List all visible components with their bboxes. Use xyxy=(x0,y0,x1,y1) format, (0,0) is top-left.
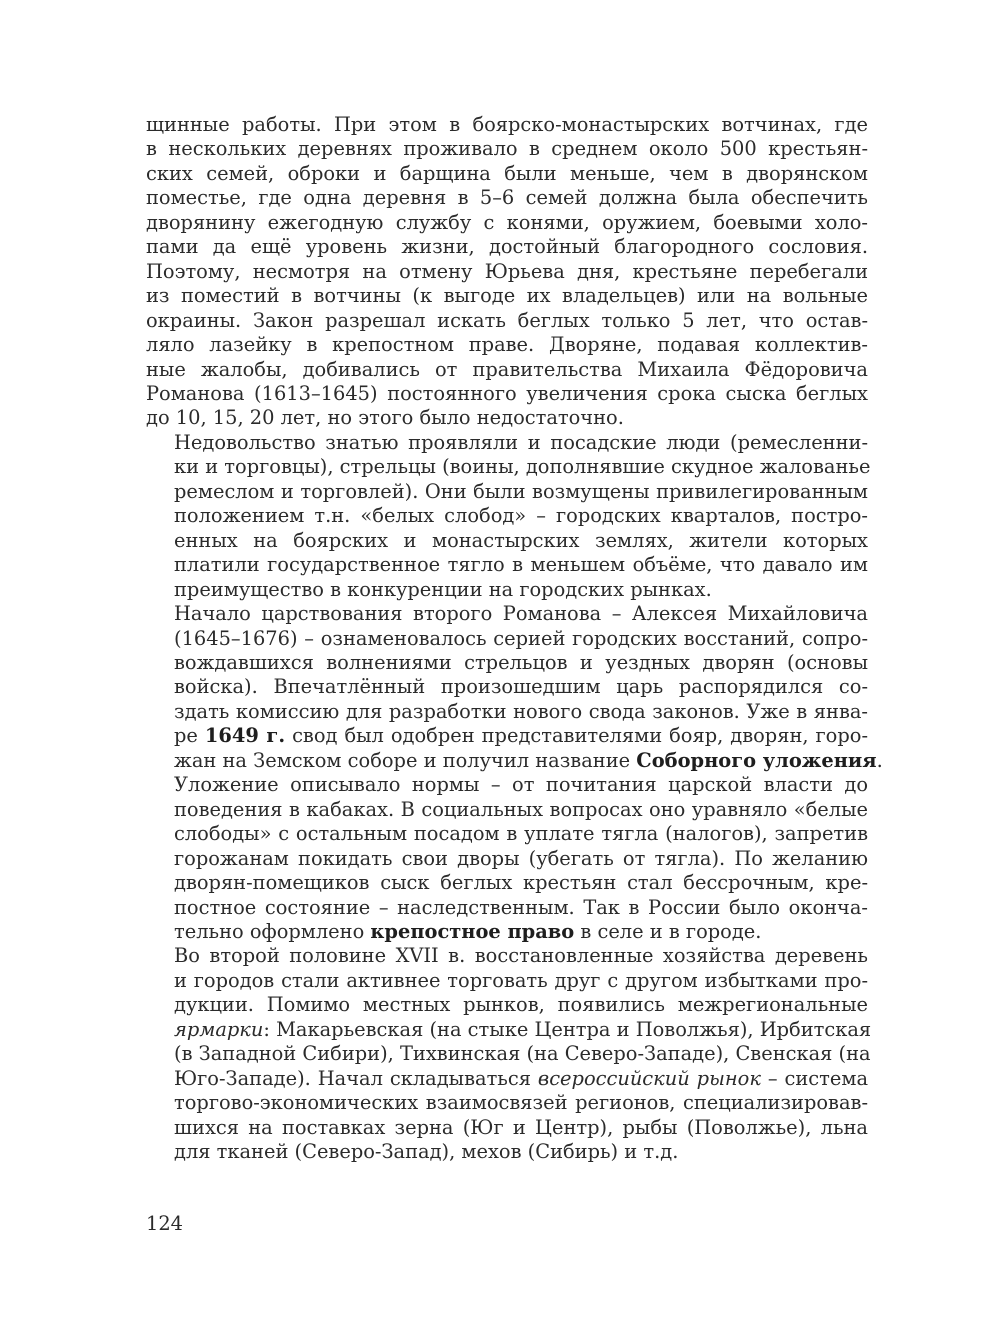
text-line xyxy=(146,920,868,944)
text-run: ремеслом и торговлей). Они были возмущены привилегированным xyxy=(174,479,868,503)
text-line xyxy=(146,724,868,748)
text-line xyxy=(146,993,868,1017)
text-run: вождавшихся волнениями стрельцов и уездных дворян (основы xyxy=(174,650,868,674)
text-run: ре xyxy=(174,724,205,748)
text-line xyxy=(146,1042,871,1066)
paragraph xyxy=(146,602,883,944)
text-line xyxy=(146,1140,868,1164)
italic-term: всероссийский рынок xyxy=(537,1066,761,1090)
text-line xyxy=(146,748,883,773)
paragraph xyxy=(146,944,872,1164)
text-run: шихся на поставках зерна (Юг и Центр), рыбы (Поволжье), льна xyxy=(174,1115,868,1139)
italic-term: ярмарки xyxy=(174,1017,264,1041)
text-line xyxy=(146,284,868,308)
text-run: из поместий в вотчины (к выгоде их владельцев) или на вольные xyxy=(146,284,868,308)
paragraph xyxy=(146,113,868,431)
text-run: Юго-Западе). Начал складываться xyxy=(174,1066,538,1090)
text-run: ки и торговцы), стрельцы (воины, дополнявшие скудное жалованье xyxy=(174,455,871,479)
text-line xyxy=(146,1091,868,1115)
text-line xyxy=(146,186,868,210)
text-run: положением т.н. «белых слобод» – городских кварталов, постро- xyxy=(174,504,868,528)
text-line xyxy=(146,137,868,161)
text-line xyxy=(146,1067,868,1091)
text-run: поведения в кабаках. В социальных вопросах оно уравняло «белые xyxy=(174,797,868,821)
text-line xyxy=(146,113,868,137)
text-line xyxy=(146,211,868,235)
text-line xyxy=(146,969,868,993)
text-run: дукции. Помимо местных рынков, появились межрегиональные xyxy=(174,993,868,1017)
text-line xyxy=(146,260,868,284)
text-line xyxy=(146,651,868,675)
text-line xyxy=(146,358,868,382)
text-line xyxy=(146,602,868,626)
text-run: енных на боярских и монастырских землях, жители которых xyxy=(174,528,868,552)
bold-term: крепостное право xyxy=(370,919,575,943)
text-run: ских семей, оброки и барщина были меньше, чем в дворянском xyxy=(146,161,868,185)
text-run: в селе и в городе. xyxy=(574,919,762,943)
text-run: и городов стали активнее торговать друг с другом избытками про- xyxy=(174,968,868,992)
text-run: (в Западной Сибири), Тихвинская (на Северо-Западе), Свенская (на xyxy=(174,1042,871,1066)
text-line xyxy=(146,455,871,479)
text-run: Начало царствования второго Романова – Алексея Михайловича xyxy=(174,602,868,626)
text-line xyxy=(146,431,868,455)
text-run: поместье, где одна деревня в 5–6 семей должна была обеспечить xyxy=(146,186,868,210)
text-run: горожанам покидать свои дворы (убегать от тягла). По желанию xyxy=(174,846,868,870)
text-line xyxy=(146,627,868,651)
text-line xyxy=(146,675,868,699)
text-line xyxy=(146,1017,872,1042)
text-line xyxy=(146,847,868,871)
text-run: : Макарьевская (на стыке Центра и Поволжья), Ирбитская xyxy=(263,1017,872,1041)
text-run: торгово-экономических взаимосвязей регионов, специализировав- xyxy=(174,1091,868,1115)
text-run: Романова (1613–1645) постоянного увеличения срока сыска беглых xyxy=(146,381,868,405)
text-line xyxy=(146,553,868,577)
text-run: жан на Земском соборе и получил название xyxy=(174,748,637,772)
text-run: ляло лазейку в крепостном праве. Дворяне, подавая коллектив- xyxy=(146,333,868,357)
text-run: окраины. Закон разрешал искать беглых только 5 лет, что остав- xyxy=(146,308,868,332)
text-line xyxy=(146,382,868,406)
text-run: ные жалобы, добивались от правительства Михаила Фёдоровича xyxy=(146,357,868,381)
text-run: пами да ещё уровень жизни, достойный благородного сословия. xyxy=(146,235,868,259)
text-line xyxy=(146,333,868,357)
text-line xyxy=(146,944,868,968)
text-run: Уложение описывало нормы – от почитания царской власти до xyxy=(174,773,868,797)
text-line xyxy=(146,309,868,333)
bold-term: 1649 г. xyxy=(204,724,286,748)
page-number: 124 xyxy=(146,1212,184,1235)
text-run: Недовольство знатью проявляли и посадские люди (ремесленни- xyxy=(174,430,868,454)
text-run: Поэтому, несмотря на отмену Юрьева дня, крестьяне перебегали xyxy=(146,259,868,283)
text-run: здать комиссию для разработки нового свода законов. Уже в янва- xyxy=(174,699,868,723)
text-line xyxy=(146,406,868,430)
text-line xyxy=(146,235,868,259)
text-line xyxy=(146,1116,868,1140)
text-run: щинные работы. При этом в боярско-монастырских вотчинах, где xyxy=(146,113,868,136)
paragraph xyxy=(146,430,871,602)
text-run: платили государственное тягло в меньшем объёме, что давало им xyxy=(174,553,868,577)
text-line xyxy=(146,773,868,797)
bold-term: Соборного уложения xyxy=(636,748,877,772)
body-text xyxy=(146,113,883,1164)
text-run: для тканей (Северо-Запад), мехов (Сибирь) и т.д. xyxy=(174,1140,679,1164)
text-line xyxy=(146,162,868,186)
text-line xyxy=(146,871,868,895)
text-run: Во второй половине XVII в. восстановленные хозяйства деревень xyxy=(174,944,868,968)
text-run: (1645–1676) – ознаменовалось серией городских восстаний, сопро- xyxy=(174,626,868,650)
text-run: постное состояние – наследственным. Так в России было оконча- xyxy=(174,895,868,919)
text-run: дворян-помещиков сыск беглых крестьян стал бессрочным, кре- xyxy=(174,871,868,895)
text-run: . xyxy=(876,748,883,772)
text-line xyxy=(146,529,868,553)
text-run: преимущество в конкуренции на городских рынках. xyxy=(174,577,712,601)
text-line xyxy=(146,504,868,528)
text-run: свод был одобрен представителями бояр, дворян, горо- xyxy=(285,724,868,748)
text-run: – система xyxy=(760,1066,869,1090)
text-line xyxy=(146,480,868,504)
text-line xyxy=(146,896,868,920)
text-line xyxy=(146,798,868,822)
text-line xyxy=(146,578,868,602)
text-line xyxy=(146,700,868,724)
text-run: слободы» с остальным посадом в уплате тягла (налогов), запретив xyxy=(174,822,868,846)
text-run: в нескольких деревнях проживало в среднем около 500 крестьян- xyxy=(146,137,868,161)
text-run: до 10, 15, 20 лет, но этого было недостаточно. xyxy=(146,406,624,430)
text-run: войска). Впечатлённый произошедшим царь распорядился со- xyxy=(174,675,868,699)
text-run: тельно оформлено xyxy=(174,919,371,943)
text-line xyxy=(146,822,868,846)
text-run: дворянину ежегодную службу с конями, оружием, боевыми холо- xyxy=(146,210,868,234)
